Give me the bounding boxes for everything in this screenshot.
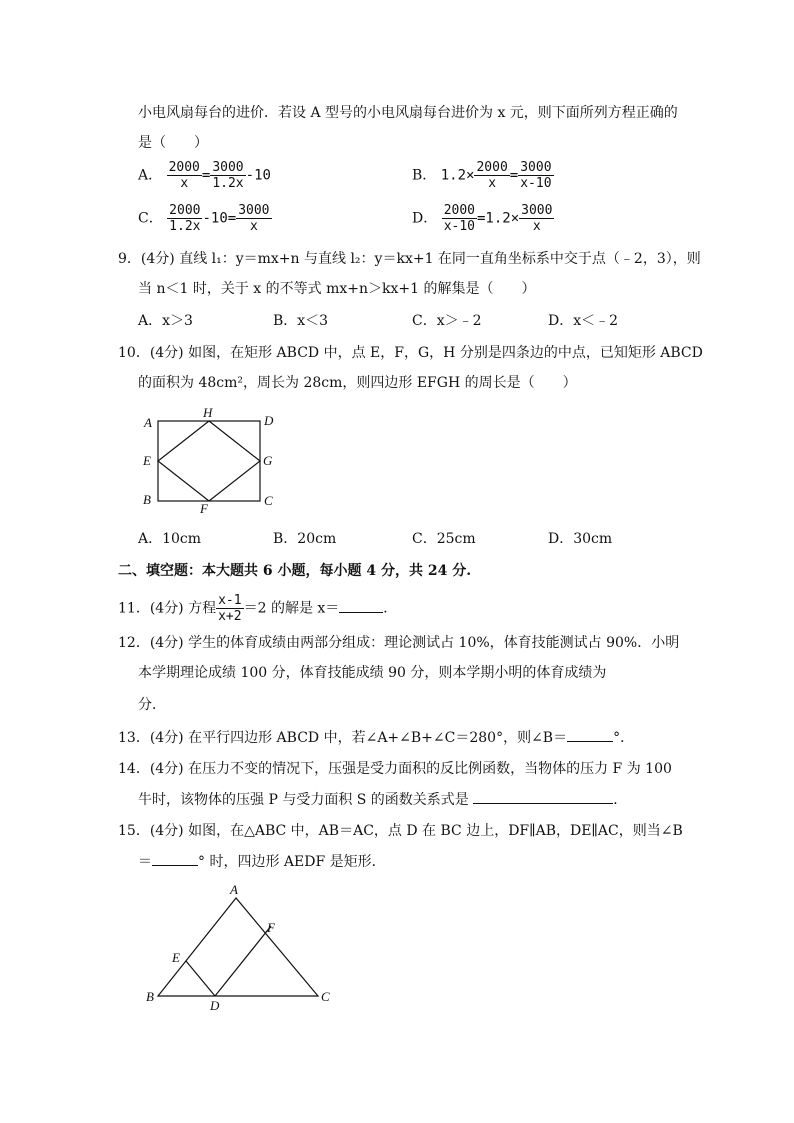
- answer-blank[interactable]: [339, 598, 383, 613]
- label-e: E: [143, 453, 151, 468]
- q9-option-a[interactable]: A．x＞3: [138, 313, 193, 329]
- section-heading: 二、填空题：本大题共 6 小题，每小题 4 分，共 24 分.: [118, 563, 472, 579]
- label-b: B: [143, 492, 151, 507]
- q12-line2: 本学期理论成绩 100 分，体育技能成绩 90 分，则本学期小明的体育成绩为: [138, 665, 607, 681]
- q10-line2: 的面积为 48cm²，周长为 28cm，则四边形 EFGH 的周长是（ ）: [138, 375, 577, 391]
- rectangle-abcd: [158, 421, 260, 501]
- q8-option-b[interactable]: B． 1.2× $\frac{2000}{x}$ = $\frac{3000}{x-10}$: [412, 160, 552, 191]
- q10-option-c[interactable]: C．25cm: [412, 531, 476, 547]
- label-g: G: [263, 453, 273, 468]
- label-e: E: [172, 950, 180, 965]
- fraction: $\frac{2000}{x-10}$: [443, 203, 475, 234]
- fraction: $\frac{2000}{x}$: [168, 160, 200, 191]
- q9-option-d[interactable]: D．x＜﹣2: [548, 313, 619, 329]
- answer-blank[interactable]: [152, 851, 198, 866]
- fraction: $\frac{3000}{1.2x}$: [212, 160, 244, 191]
- fraction: $\frac{3000}{x-10}$: [520, 160, 552, 191]
- q10-option-b[interactable]: B．20cm: [273, 531, 337, 547]
- quadrilateral-efgh: [158, 421, 260, 501]
- label-f: F: [267, 920, 275, 935]
- label-b: B: [146, 989, 154, 1004]
- q9-line1: 9．(4分) 直线 l₁：y＝mx+n 与直线 l₂：y＝kx+1 在同一直角坐标系中交于点（﹣2，3），则: [118, 251, 701, 267]
- q15-line2: ＝ ° 时，四边形 AEDF 是矩形．: [138, 851, 386, 872]
- answer-blank[interactable]: [567, 727, 613, 742]
- label-h: H: [203, 405, 213, 420]
- triangle-abc: [158, 898, 318, 996]
- q15-figure: [140, 880, 350, 1010]
- q12-line1: 12．(4分) 学生的体育成绩由两部分组成：理论测试占 10%，体育技能测试占 90%．小明: [118, 635, 680, 651]
- q11: 11．(4分) 方程 $\frac{x-1}{x+2}$ ＝2 的解是 x＝ ．: [118, 593, 398, 624]
- q9-option-c[interactable]: C．x＞﹣2: [412, 313, 482, 329]
- label-c: C: [321, 989, 330, 1004]
- label-a: A: [144, 415, 152, 430]
- label-a: A: [230, 882, 238, 897]
- q10-figure: [135, 405, 285, 515]
- q9-line2: 当 n＜1 时，关于 x 的不等式 mx+n＞kx+1 的解集是（ ）: [138, 281, 536, 297]
- q8-line2: 是（ ）: [138, 135, 208, 151]
- fraction: $\frac{x-1}{x+2}$: [218, 593, 242, 624]
- answer-blank[interactable]: [473, 789, 613, 804]
- q10-option-d[interactable]: D．30cm: [548, 531, 613, 547]
- fraction: $\frac{2000}{x}$: [476, 160, 508, 191]
- q10-line1: 10．(4分) 如图，在矩形 ABCD 中，点 E，F，G，H 分别是四条边的中点，已知矩形 ABCD: [118, 345, 703, 361]
- label-c: C: [264, 493, 273, 508]
- q13: 13．(4分) 在平行四边形 ABCD 中，若∠A+∠B+∠C＝280°，则∠B＝ °．: [118, 727, 634, 748]
- q12-line3: 分．: [138, 697, 166, 713]
- fraction: $\frac{3000}{x}$: [238, 203, 270, 234]
- fraction: $\frac{3000}{x}$: [521, 203, 553, 234]
- q15-line1: 15．(4分) 如图，在△ABC 中，AB＝AC，点 D 在 BC 边上，DF∥AB，DE∥AC，则当∠B: [118, 823, 683, 839]
- q8-option-c[interactable]: C． $\frac{2000}{1.2x}$ -10= $\frac{3000}{x}$: [138, 203, 270, 234]
- q14-line1: 14．(4分) 在压力不变的情况下，压强是受力面积的反比例函数，当物体的压力 F 为 100: [118, 761, 672, 777]
- label-d: D: [210, 998, 220, 1010]
- segment-de: [186, 961, 215, 996]
- q14-line2: 牛时，该物体的压强 P 与受力面积 S 的函数关系式是 ．: [138, 789, 627, 810]
- segment-df: [215, 926, 271, 996]
- q8-line1: 小电风扇每台的进价．若设 A 型号的小电风扇每台进价为 x 元，则下面所列方程正确的: [138, 105, 678, 121]
- label-d: D: [264, 413, 274, 428]
- q9-option-b[interactable]: B．x＜3: [273, 313, 329, 329]
- q8-option-a[interactable]: A． $\frac{2000}{x}$ = $\frac{3000}{1.2x}$ -10: [138, 160, 271, 191]
- q8-option-d[interactable]: D． $\frac{2000}{x-10}$ =1.2× $\frac{3000}{x}$: [412, 203, 553, 234]
- label-f: F: [200, 501, 208, 515]
- q10-option-a[interactable]: A．10cm: [138, 531, 202, 547]
- fraction: $\frac{2000}{1.2x}$: [169, 203, 201, 234]
